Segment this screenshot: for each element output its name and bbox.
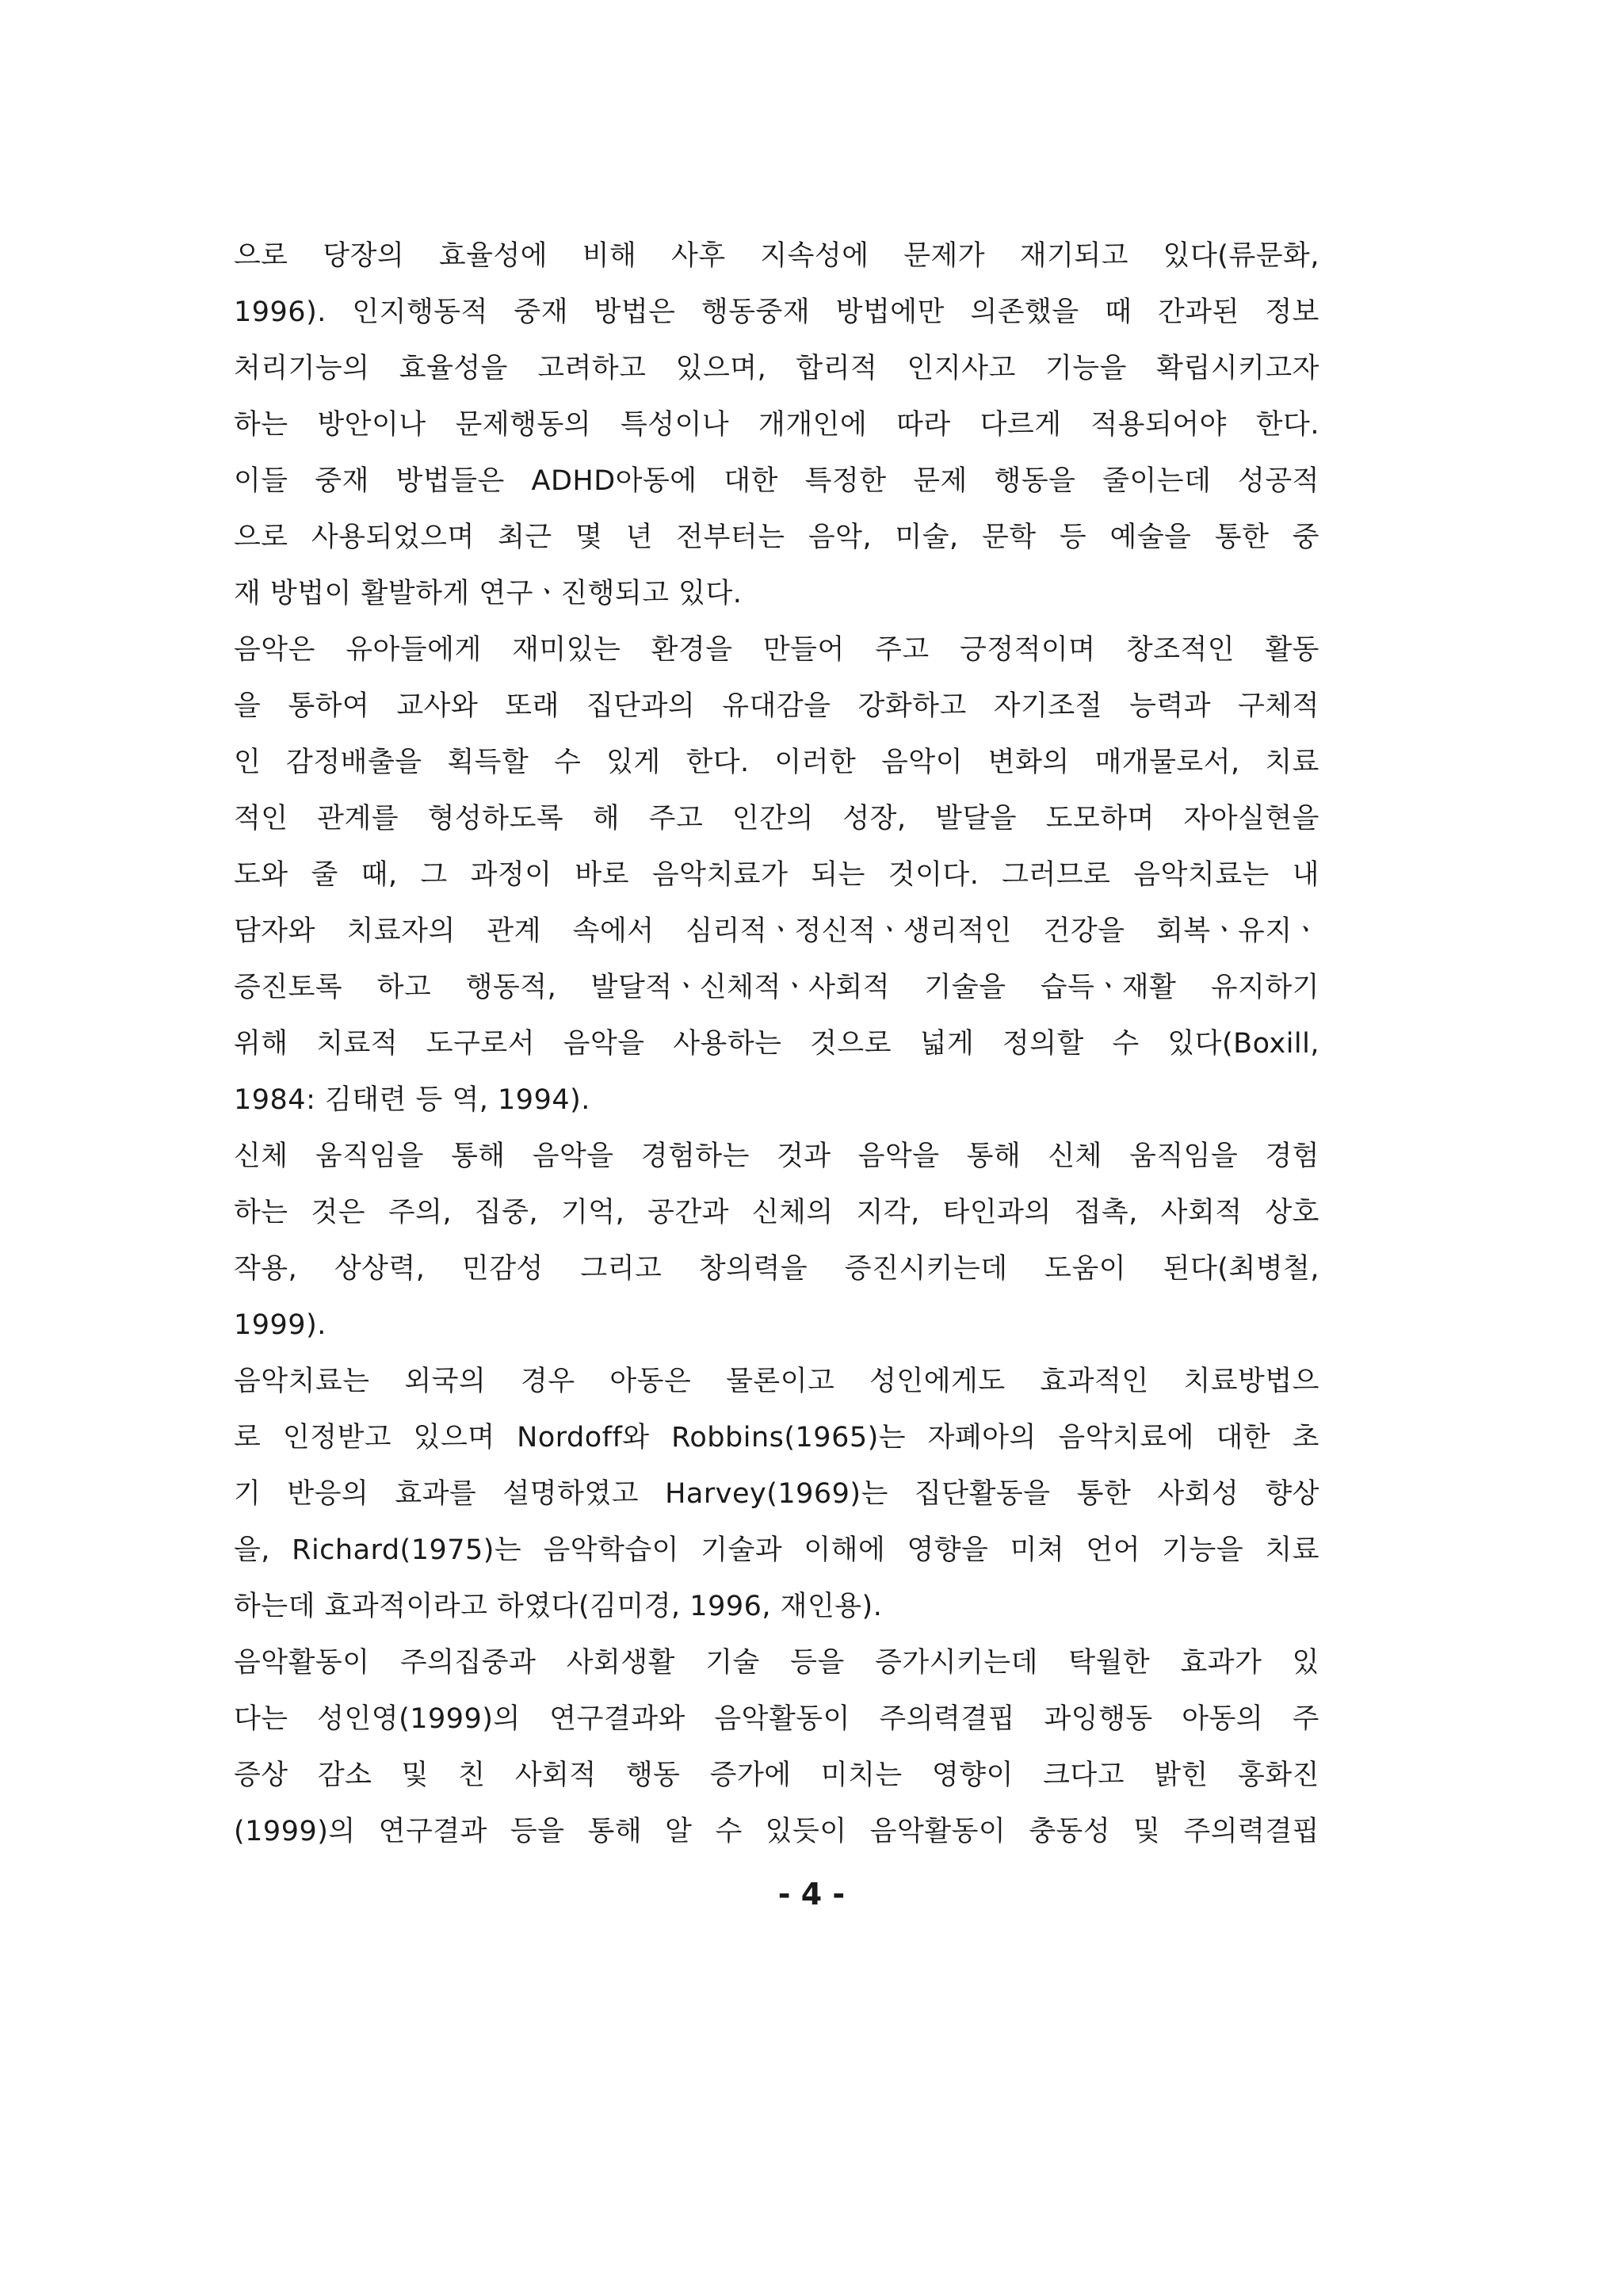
text-line: 음악활동이 주의집중과 사회생활 기술 등을 증가시키는데 탁월한 효과가 있 — [234, 1647, 1319, 1679]
text-line: 신체 움직임을 통해 음악을 경험하는 것과 음악을 통해 신체 움직임을 경험 — [234, 1140, 1319, 1172]
text-line: 로 인정받고 있으며 Nordoff와 Robbins(1965)는 자폐아의 음악치료에 대한 초 — [234, 1422, 1319, 1454]
text-line: 위해 치료적 도구로서 음악을 사용하는 것으로 넓게 정의할 수 있다(Boxill, — [234, 1028, 1319, 1060]
text-line: 음악은 유아들에게 재미있는 환경을 만들어 주고 긍정적이며 창조적인 활동 — [234, 634, 1319, 666]
text-line: 이들 중재 방법들은 ADHD아동에 대한 특정한 문제 행동을 줄이는데 성공적 — [234, 465, 1319, 497]
text-line: 음악치료는 외국의 경우 아동은 물론이고 성인에게도 효과적인 치료방법으 — [234, 1366, 1319, 1397]
text-line: 1996). 인지행동적 중재 방법은 행동중재 방법에만 의존했을 때 간과된 정보 — [234, 296, 1319, 328]
text-line: 재 방법이 활발하게 연구ㆍ진행되고 있다. — [234, 578, 743, 609]
text-line: 증상 감소 및 친 사회적 행동 증가에 미치는 영향이 크다고 밝힌 홍화진 — [234, 1759, 1319, 1791]
text-line: 기 반응의 효과를 설명하였고 Harvey(1969)는 집단활동을 통한 사회성 향상 — [234, 1478, 1319, 1510]
body-text — [234, 228, 1319, 1860]
text-line: 도와 줄 때, 그 과정이 바로 음악치료가 되는 것이다. 그러므로 음악치료는 내 — [234, 859, 1319, 891]
page-number: - 4 - — [777, 1877, 846, 1912]
text-line: 작용, 상상력, 민감성 그리고 창의력을 증진시키는데 도움이 된다(최병철, — [234, 1253, 1319, 1285]
text-line: 증진토록 하고 행동적, 발달적ㆍ신체적ㆍ사회적 기술을 습득ㆍ재활 유지하기 — [234, 972, 1319, 1003]
text-line: (1999)의 연구결과 등을 통해 알 수 있듯이 음악활동이 충동성 및 주의력결핍 — [234, 1816, 1319, 1847]
text-line: 1999). — [234, 1309, 327, 1341]
text-line: 처리기능의 효율성을 고려하고 있으며, 합리적 인지사고 기능을 확립시키고자 — [234, 353, 1319, 384]
text-line: 을, Richard(1975)는 음악학습이 기술과 이해에 영향을 미쳐 언어 기능을 치료 — [234, 1534, 1319, 1566]
text-line: 을 통하여 교사와 또래 집단과의 유대감을 강화하고 자기조절 능력과 구체적 — [234, 690, 1319, 722]
text-line: 1984: 김태련 등 역, 1994). — [234, 1084, 590, 1116]
text-line: 하는 것은 주의, 집중, 기억, 공간과 신체의 지각, 타인과의 접촉, 사회적 상호 — [234, 1197, 1319, 1228]
text-line: 담자와 치료자의 관계 속에서 심리적ㆍ정신적ㆍ생리적인 건강을 회복ㆍ유지ㆍ — [234, 915, 1319, 947]
text-line: 하는 방안이나 문제행동의 특성이나 개개인에 따라 다르게 적용되어야 한다. — [234, 409, 1319, 441]
text-line: 하는데 효과적이라고 하였다(김미경, 1996, 재인용). — [234, 1591, 883, 1622]
text-line: 인 감정배출을 획득할 수 있게 한다. 이러한 음악이 변화의 매개물로서, 치료 — [234, 747, 1319, 778]
text-line: 적인 관계를 형성하도록 해 주고 인간의 성장, 발달을 도모하며 자아실현을 — [234, 803, 1319, 835]
text-line: 다는 성인영(1999)의 연구결과와 음악활동이 주의력결핍 과잉행동 아동의 주 — [234, 1703, 1319, 1735]
text-line: 으로 당장의 효율성에 비해 사후 지속성에 문제가 재기되고 있다(류문화, — [234, 240, 1319, 272]
text-line: 으로 사용되었으며 최근 몇 년 전부터는 음악, 미술, 문학 등 예술을 통한 중 — [234, 521, 1319, 553]
